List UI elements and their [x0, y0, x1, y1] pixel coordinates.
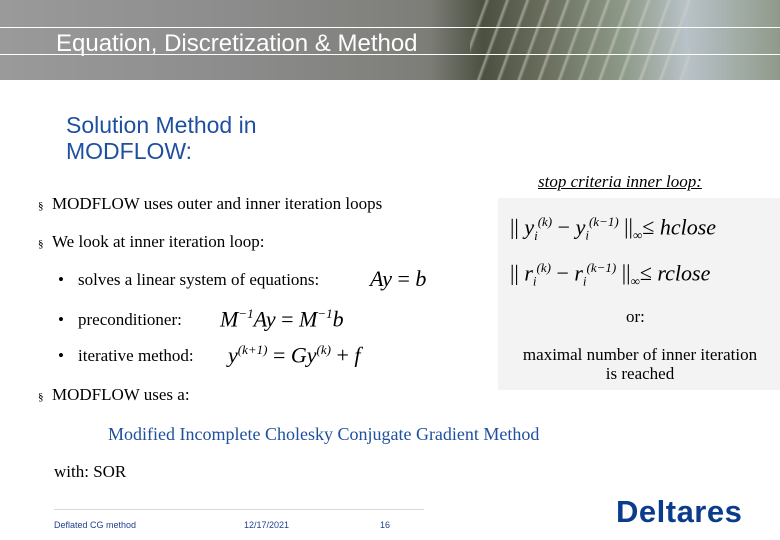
- slide-title: Equation, Discretization & Method: [56, 30, 418, 57]
- sub-bullet-preconditioner: [58, 310, 182, 330]
- bullet-modflow-uses: [38, 385, 190, 405]
- bullet-inner-loop: [38, 232, 265, 252]
- sub-bullet-linear-system: [58, 270, 319, 290]
- subtitle-text: Solution Method in MODFLOW:: [66, 112, 257, 164]
- preconditioner-formula: $M^{-1}Ay = M^{-1}b$: [220, 306, 344, 332]
- method-name: Modified Incomplete Cholesky Conjugate Gradient Method: [108, 424, 540, 444]
- bullet-text: We look at inner iteration loop:: [52, 232, 265, 251]
- iterative-formula: $y^{(k+1)} = Gy^{(k)} + f$: [228, 342, 361, 368]
- section-subtitle: [66, 112, 296, 164]
- dot-bullet-icon: •: [58, 270, 64, 289]
- footer-date: 12/17/2021: [244, 520, 290, 530]
- sub-bullet-text: iterative method:: [78, 346, 194, 365]
- square-bullet-icon: §: [38, 200, 44, 212]
- or-label: or:: [626, 307, 645, 326]
- sub-bullet-text: solves a linear system of equations:: [78, 270, 320, 289]
- bullet-text: MODFLOW uses outer and inner iteration loops: [52, 194, 383, 213]
- header-line-top: [0, 27, 780, 28]
- linear-system-formula: Ay = b: [370, 266, 427, 291]
- dot-bullet-icon: •: [58, 346, 64, 365]
- bullet-text: MODFLOW uses a:: [52, 385, 190, 404]
- rclose-equation: || $r_i^{(k)} - r_i^{(k-1)}$ $||_\infty\le$ rclose: [510, 260, 711, 289]
- deltares-logo: Deltares: [616, 494, 743, 529]
- square-bullet-icon: §: [38, 391, 44, 403]
- footer-title: Deflated CG method: [54, 520, 137, 530]
- dot-bullet-icon: •: [58, 310, 64, 329]
- footer-divider: [54, 509, 424, 510]
- header-banner: [0, 0, 780, 80]
- footer-page-number: 16: [380, 520, 391, 530]
- sub-bullet-text: preconditioner:: [78, 310, 182, 329]
- hclose-equation: || $y_i^{(k)} - y_i^{(k-1)}$ $||_\infty\le$ hclose: [510, 214, 717, 243]
- stop-criteria-title: stop criteria inner loop:: [538, 172, 702, 191]
- bullet-outer-inner: [38, 194, 382, 214]
- square-bullet-icon: §: [38, 238, 44, 250]
- with-sor: with: SOR: [54, 462, 127, 481]
- max-iteration-text: maximal number of inner iteration is reached: [522, 345, 758, 383]
- bridge-photo: [470, 0, 690, 80]
- sub-bullet-iterative-method: [58, 346, 194, 366]
